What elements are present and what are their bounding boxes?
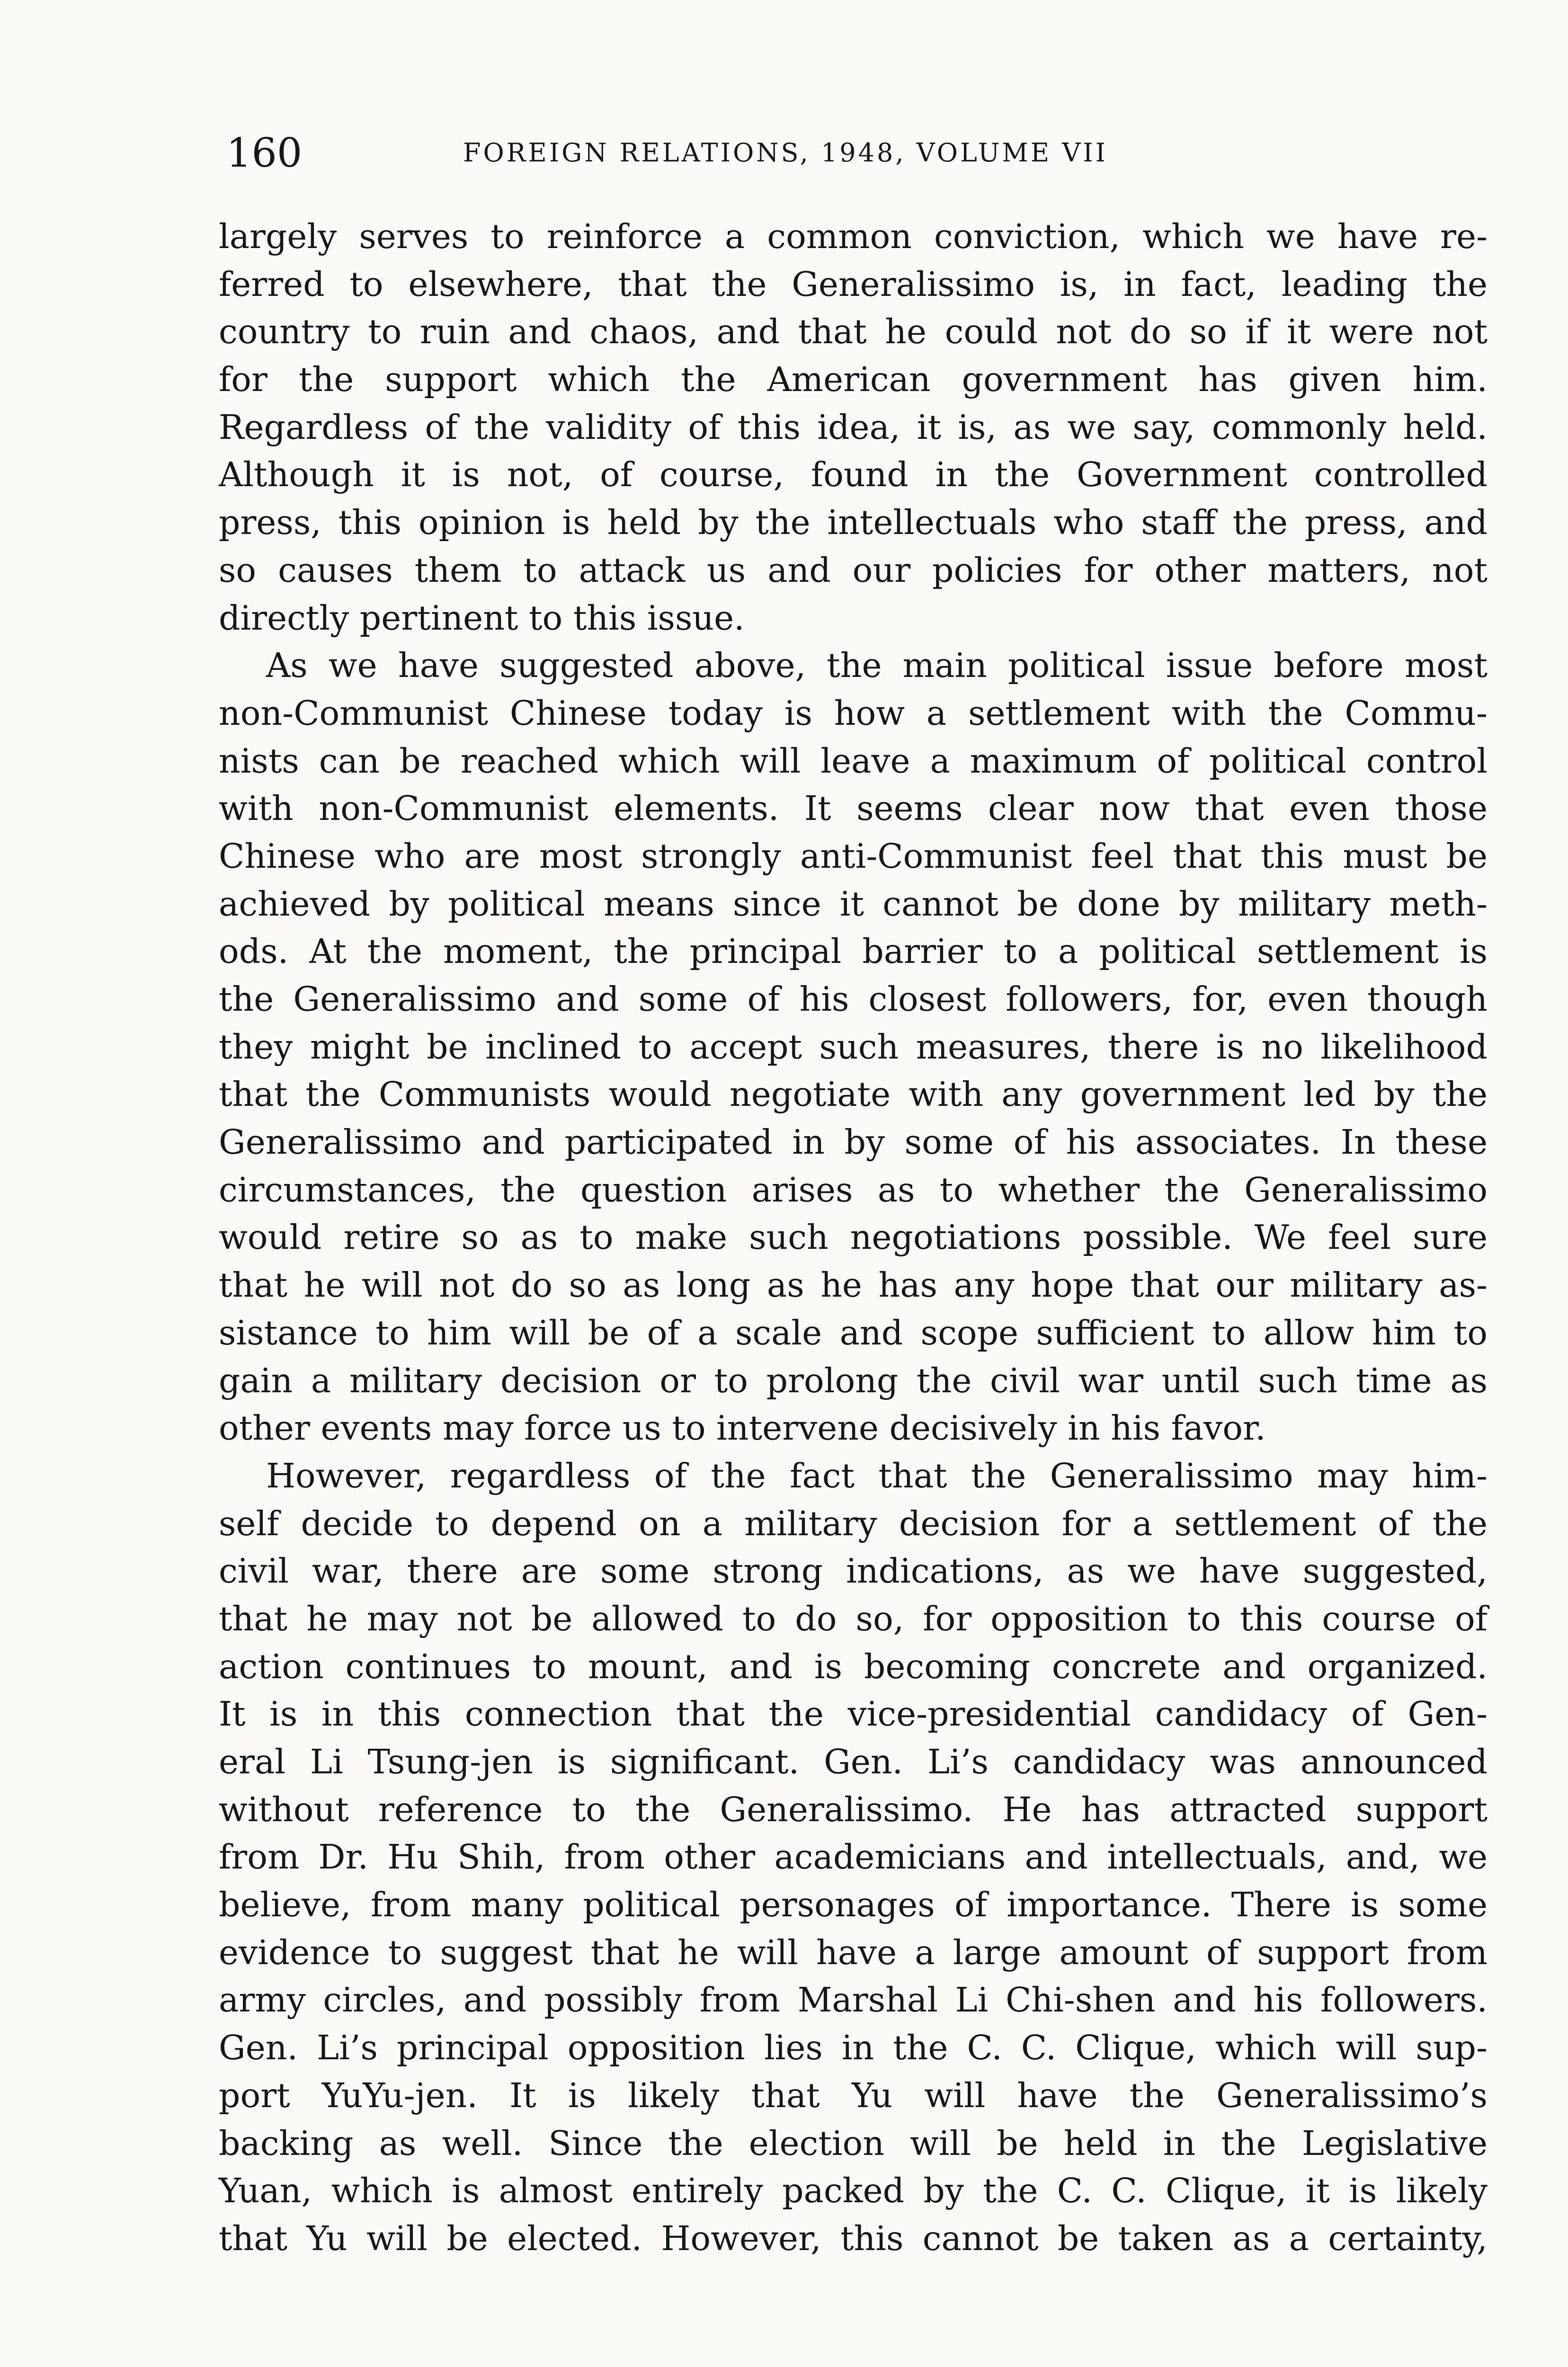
text-line: press, this opinion is held by the intellectuals who staff the press, and [219,503,1488,543]
text-line: that the Communists would negotiate with any government led by the [219,1075,1488,1114]
paragraph-start-line: However, regardless of the fact that the Generalissimo may him- [266,1456,1488,1495]
text-line: port YuYu-jen. It is likely that Yu will have the Generalissimo’s [219,2075,1488,2115]
text-line: gain a military decision or to prolong the civil war until such time as [219,1361,1488,1400]
running-head [226,127,1481,179]
text-line: believe, from many political personages of importance. There is some [219,1885,1488,1925]
text-line: would retire so as to make such negotiations possible. We feel sure [219,1218,1488,1257]
text-line: other events may force us to intervene decisively in his favor. [219,1408,1266,1448]
text-line: they might be inclined to accept such measures, there is no likelihood [219,1027,1488,1067]
paragraph-start-line: As we have suggested above, the main political issue before most [266,646,1488,685]
text-line: so causes them to attack us and our policies for other matters, not [219,550,1488,590]
text-line: non-Communist Chinese today is how a settlement with the Commu- [219,693,1488,733]
text-line: army circles, and possibly from Marshal Li Chi-shen and his followers. [219,1980,1488,2020]
text-line: civil war, there are some strong indications, as we have suggested, [219,1551,1488,1591]
text-line: country to ruin and chaos, and that he could not do so if it were not [219,312,1488,352]
text-line: action continues to mount, and is becoming concrete and organized. [219,1646,1488,1686]
text-line: the Generalissimo and some of his closest followers, for, even though [219,979,1488,1019]
text-line: Gen. Li’s principal opposition lies in the C. C. Clique, which will sup- [219,2028,1488,2068]
text-line: for the support which the American government has given him. [219,360,1488,400]
body-text [219,213,1488,2263]
text-line: Regardless of the validity of this idea, it is, as we say, commonly held. [219,407,1488,447]
page-number: 160 [226,130,303,176]
text-line: ods. At the moment, the principal barrier to a political settlement is [219,932,1488,971]
text-line: circumstances, the question arises as to whether the Generalissimo [219,1170,1488,1210]
text-line: evidence to suggest that he will have a large amount of support from [219,1932,1488,1972]
text-line: It is in this connection that the vice-presidential candidacy of Gen- [219,1694,1488,1734]
text-line: that he will not do so as long as he has any hope that our military as- [219,1265,1488,1305]
text-line: achieved by political means since it cannot be done by military meth- [219,884,1488,924]
text-line: nists can be reached which will leave a maximum of political control [219,741,1488,781]
text-line: that he may not be allowed to do so, for opposition to this course of [219,1599,1488,1638]
text-line: backing as well. Since the election will be held in the Legislative [219,2123,1488,2163]
text-line: self decide to depend on a military decision for a settlement of the [219,1504,1488,1543]
text-line: with non-Communist elements. It seems clear now that even those [219,789,1488,828]
text-line: Yuan, which is almost entirely packed by the C. C. Clique, it is likely [219,2171,1488,2211]
text-line: without reference to the Generalissimo. He has attracted support [219,1789,1488,1829]
text-line: ferred to elsewhere, that the Generalissimo is, in fact, leading the [219,264,1488,304]
text-line: Chinese who are most strongly anti-Communist feel that this must be [219,836,1488,876]
text-line: that Yu will be elected. However, this cannot be taken as a certainty, [219,2218,1488,2258]
running-title: FOREIGN RELATIONS, 1948, VOLUME VII [463,138,1108,168]
text-line: largely serves to reinforce a common conviction, which we have re- [219,217,1488,256]
text-line: Generalissimo and participated in by some of his associates. In these [219,1122,1488,1162]
text-line: from Dr. Hu Shih, from other academicians and intellectuals, and, we [219,1837,1488,1877]
text-line: Although it is not, of course, found in the Government controlled [219,455,1488,495]
text-line: sistance to him will be of a scale and scope sufficient to allow him to [219,1313,1488,1353]
text-line: eral Li Tsung-jen is significant. Gen. Li’s candidacy was announced [219,1742,1488,1781]
text-line: directly pertinent to this issue. [219,598,745,638]
